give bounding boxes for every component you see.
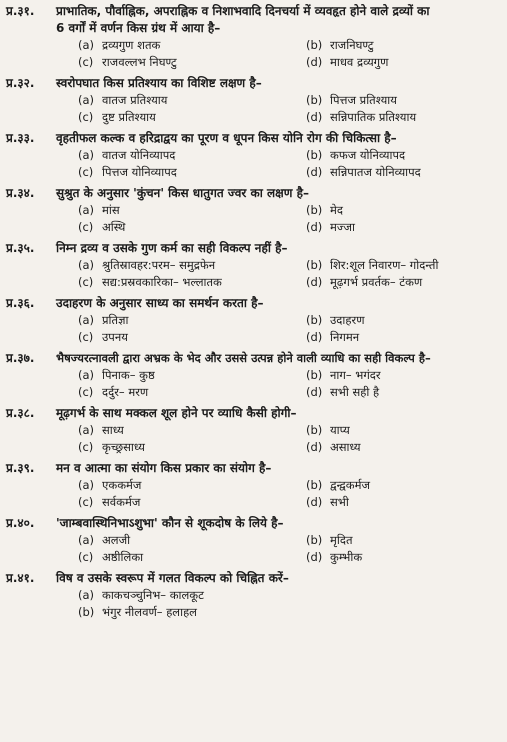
option-d: (d) माधव द्रव्यगुण [306, 55, 389, 69]
option-b: (b) पित्तज प्रतिश्याय [306, 93, 397, 107]
question-text: उदाहरण के अनुसार साध्य का समर्थन करता है– [56, 296, 264, 310]
option-a: (a) मांस [78, 203, 120, 217]
question-text: स्वरोपघात किस प्रतिश्याय का विशिष्ट लक्षण है– [56, 76, 262, 90]
option-c: (c) पित्तज योनिव्यापद [78, 165, 177, 179]
option-b: (b) मृदित [306, 533, 353, 547]
option-b: (b) मेद [306, 203, 343, 217]
option-d: (d) मूढ़गर्भ प्रवर्तक– टंकण [306, 275, 423, 289]
question-number: प्र.३९. [6, 461, 35, 475]
question-text: निम्न द्रव्य व उसके गुण कर्म का सही विकल्प नहीं है– [56, 241, 288, 255]
option-b: (b) राजनिघण्टु [306, 38, 374, 52]
option-c: (c) दर्दुर– मरण [78, 385, 149, 399]
option-c: (c) उपनय [78, 330, 128, 344]
option-c: (c) सद्य:प्रस्रवकारिका– भल्लातक [78, 275, 222, 289]
question-number: प्र.३३. [6, 131, 35, 145]
option-b: (b) याप्य [306, 423, 350, 437]
option-d: (d) कुम्भीक [306, 550, 363, 564]
question-number: प्र.३६. [6, 296, 35, 310]
options [6, 37, 505, 71]
option-b: (b) भंगुर नीलवर्ण– हलाहल [78, 605, 197, 619]
option-a: (a) काकचञ्चुनिभ– कालकूट [78, 588, 204, 602]
options [6, 202, 505, 236]
question-text-continued: 6 वर्गों में वर्णन किस ग्रंथ में आया है– [56, 21, 221, 35]
options [6, 367, 505, 401]
option-c: (c) अष्ठीलिका [78, 550, 144, 564]
option-b: (b) कफज योनिव्यापद [306, 148, 406, 162]
option-b: (b) द्वन्द्वकर्मज [306, 478, 371, 492]
options [6, 147, 505, 181]
option-c: (c) सर्वकर्मज [78, 495, 141, 509]
question-34 [6, 185, 505, 236]
question-text: प्राभातिक, पौर्वाह्निक, अपराह्निक व निशाभवादि दिनचर्या में व्यवहृत होने वाले द्रव्यों का [56, 4, 430, 18]
option-a: (a) श्रुतिस्रावहर:परम– समुद्रफेन [78, 258, 216, 272]
question-35 [6, 240, 505, 291]
option-c: (c) राजवल्लभ निघण्टु [78, 55, 177, 69]
question-41 [6, 570, 505, 621]
question-text: भैषज्यरत्नावली द्वारा अभ्रक के भेद और उससे उत्पन्न होने वाली व्याधि का सही विकल्प है– [56, 351, 431, 365]
options [6, 312, 505, 346]
question-number: प्र.३२. [6, 76, 35, 90]
option-b: (b) नाग– भगंदर [306, 368, 381, 382]
question-text: मन व आत्मा का संयोग किस प्रकार का संयोग है– [56, 461, 272, 475]
question-text: विष व उसके स्वरूप में गलत विकल्प को चिह्नित करें– [56, 571, 289, 585]
question-number: प्र.३८. [6, 406, 35, 420]
option-c: (c) कृच्छ्रसाध्य [78, 440, 145, 454]
question-number: प्र.३४. [6, 186, 35, 200]
question-text: सुश्रुत के अनुसार 'कुंचन' किस धातुगत ज्वर का लक्षण है– [56, 186, 309, 200]
option-a: (a) वातज प्रतिश्याय [78, 93, 168, 107]
option-b: (b) उदाहरण [306, 313, 365, 327]
option-b: (b) शिर:शूल निवारण– गोदन्ती [306, 258, 439, 272]
question-number: प्र.३१. [6, 4, 35, 18]
option-d: (d) सभी [306, 495, 349, 509]
question-36 [6, 295, 505, 346]
options [6, 92, 505, 126]
options [6, 587, 505, 621]
question-text: वृहतीफल कल्क व हरिद्राद्वय का पूरण व धूपन किस योनि रोग की चिकित्सा है– [56, 131, 397, 145]
option-a: (a) साध्य [78, 423, 124, 437]
question-40 [6, 515, 505, 566]
question-text: 'जाम्बवास्थिनिभाऽशुभा' कौन से शूकदोष के लिये है– [56, 516, 284, 530]
question-33 [6, 130, 505, 181]
option-c: (c) दुष्ट प्रतिश्याय [78, 110, 156, 124]
question-number: प्र.४१. [6, 571, 35, 585]
question-32 [6, 75, 505, 126]
option-c: (c) अस्थि [78, 220, 126, 234]
question-number: प्र.३५. [6, 241, 35, 255]
option-a: (a) पिनाक– कुष्ठ [78, 368, 155, 382]
option-d: (d) निगमन [306, 330, 360, 344]
option-a: (a) एककर्मज [78, 478, 142, 492]
option-d: (d) मज्जा [306, 220, 355, 234]
options [6, 422, 505, 456]
options [6, 257, 505, 291]
question-37 [6, 350, 505, 401]
option-a: (a) प्रतिज्ञा [78, 313, 129, 327]
option-d: (d) सभी सही है [306, 385, 380, 399]
options [6, 477, 505, 511]
question-number: प्र.४०. [6, 516, 35, 530]
option-a: (a) अलजी [78, 533, 131, 547]
question-38 [6, 405, 505, 456]
question-number: प्र.३७. [6, 351, 35, 365]
option-d: (d) असाध्य [306, 440, 361, 454]
option-d: (d) सन्निपातज योनिव्यापद [306, 165, 421, 179]
question-39 [6, 460, 505, 511]
option-d: (d) सन्निपातिक प्रतिश्याय [306, 110, 417, 124]
options [6, 532, 505, 566]
question-31 [6, 3, 505, 71]
question-text: मूढ़गर्भ के साथ मक्कल शूल होने पर व्याधि कैसी होगी– [56, 406, 297, 420]
option-a: (a) द्रव्यगुण शतक [78, 38, 161, 52]
option-a: (a) वातज योनिव्यापद [78, 148, 176, 162]
